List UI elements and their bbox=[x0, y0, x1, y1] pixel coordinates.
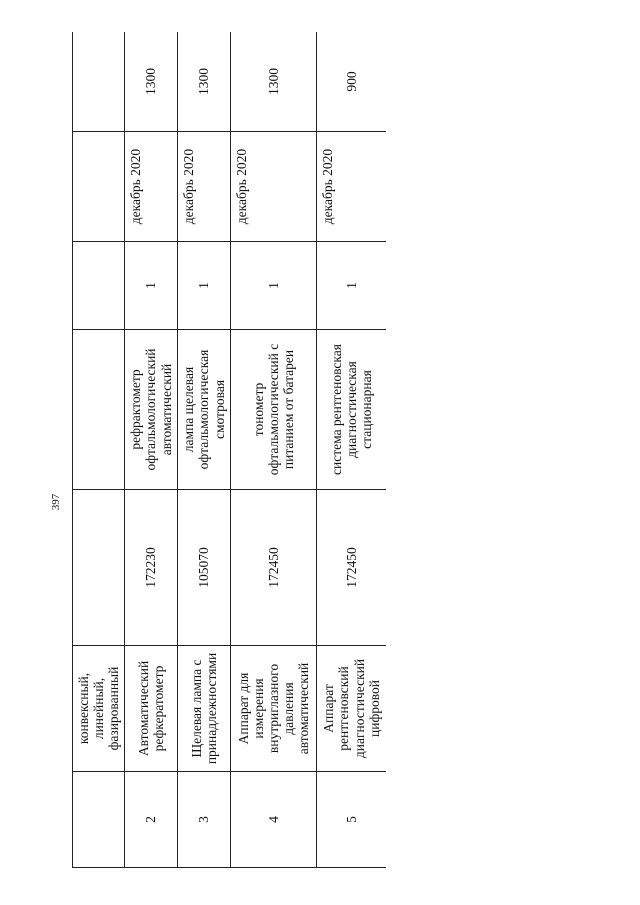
table-row bbox=[178, 32, 231, 868]
equipment-table-container bbox=[72, 32, 386, 868]
cell-name: Автоматический рефкератометр bbox=[125, 646, 178, 772]
cell-quantity: 1 bbox=[125, 242, 178, 330]
cell-date: декабрь 2020 bbox=[231, 132, 317, 242]
cell-number: 2 bbox=[125, 772, 178, 868]
cell-number: 4 bbox=[231, 772, 317, 868]
cell-date: декабрь 2020 bbox=[178, 132, 231, 242]
table-row bbox=[125, 32, 178, 868]
cell-device-type: рефрактометр офтальмологический автоматический bbox=[125, 330, 178, 490]
cell-code: 172450 bbox=[231, 490, 317, 646]
cell-quantity: 1 bbox=[178, 242, 231, 330]
cell-name: Аппарат рентгеновский диагностический цифровой bbox=[317, 646, 387, 772]
cell-quantity: 1 bbox=[317, 242, 387, 330]
cell-date: декабрь 2020 bbox=[125, 132, 178, 242]
cell-device-type: система рентгеновская диагностическая стационарная bbox=[317, 330, 387, 490]
cell-name: Щелевая лампа с принадлежностями bbox=[178, 646, 231, 772]
cell-price: 900 bbox=[317, 32, 387, 132]
table-row bbox=[317, 32, 387, 868]
cell-number: 5 bbox=[317, 772, 387, 868]
cell-date bbox=[73, 132, 125, 242]
cell-code: 172450 bbox=[317, 490, 387, 646]
cell-code bbox=[73, 490, 125, 646]
cell-code: 105070 bbox=[178, 490, 231, 646]
cell-price: 1300 bbox=[125, 32, 178, 132]
cell-device-type: тонометр офтальмологический с питанием от батареи bbox=[231, 330, 317, 490]
table-row bbox=[231, 32, 317, 868]
table-row bbox=[73, 32, 125, 868]
cell-price: 1300 bbox=[178, 32, 231, 132]
cell-name: Аппарат для измерения внутриглазного давления автоматический bbox=[231, 646, 317, 772]
cell-quantity: 1 bbox=[231, 242, 317, 330]
cell-number bbox=[73, 772, 125, 868]
equipment-table bbox=[72, 32, 386, 868]
cell-price: 1300 bbox=[231, 32, 317, 132]
page-number: 397 bbox=[50, 493, 62, 511]
cell-quantity bbox=[73, 242, 125, 330]
cell-number: 3 bbox=[178, 772, 231, 868]
cell-device-type bbox=[73, 330, 125, 490]
cell-date: декабрь 2020 bbox=[317, 132, 387, 242]
cell-code: 172230 bbox=[125, 490, 178, 646]
cell-price bbox=[73, 32, 125, 132]
cell-device-type: лампа щелевая офтальмологическая смотровая bbox=[178, 330, 231, 490]
cell-name: конвексный, линейный, фазированный bbox=[73, 646, 125, 772]
